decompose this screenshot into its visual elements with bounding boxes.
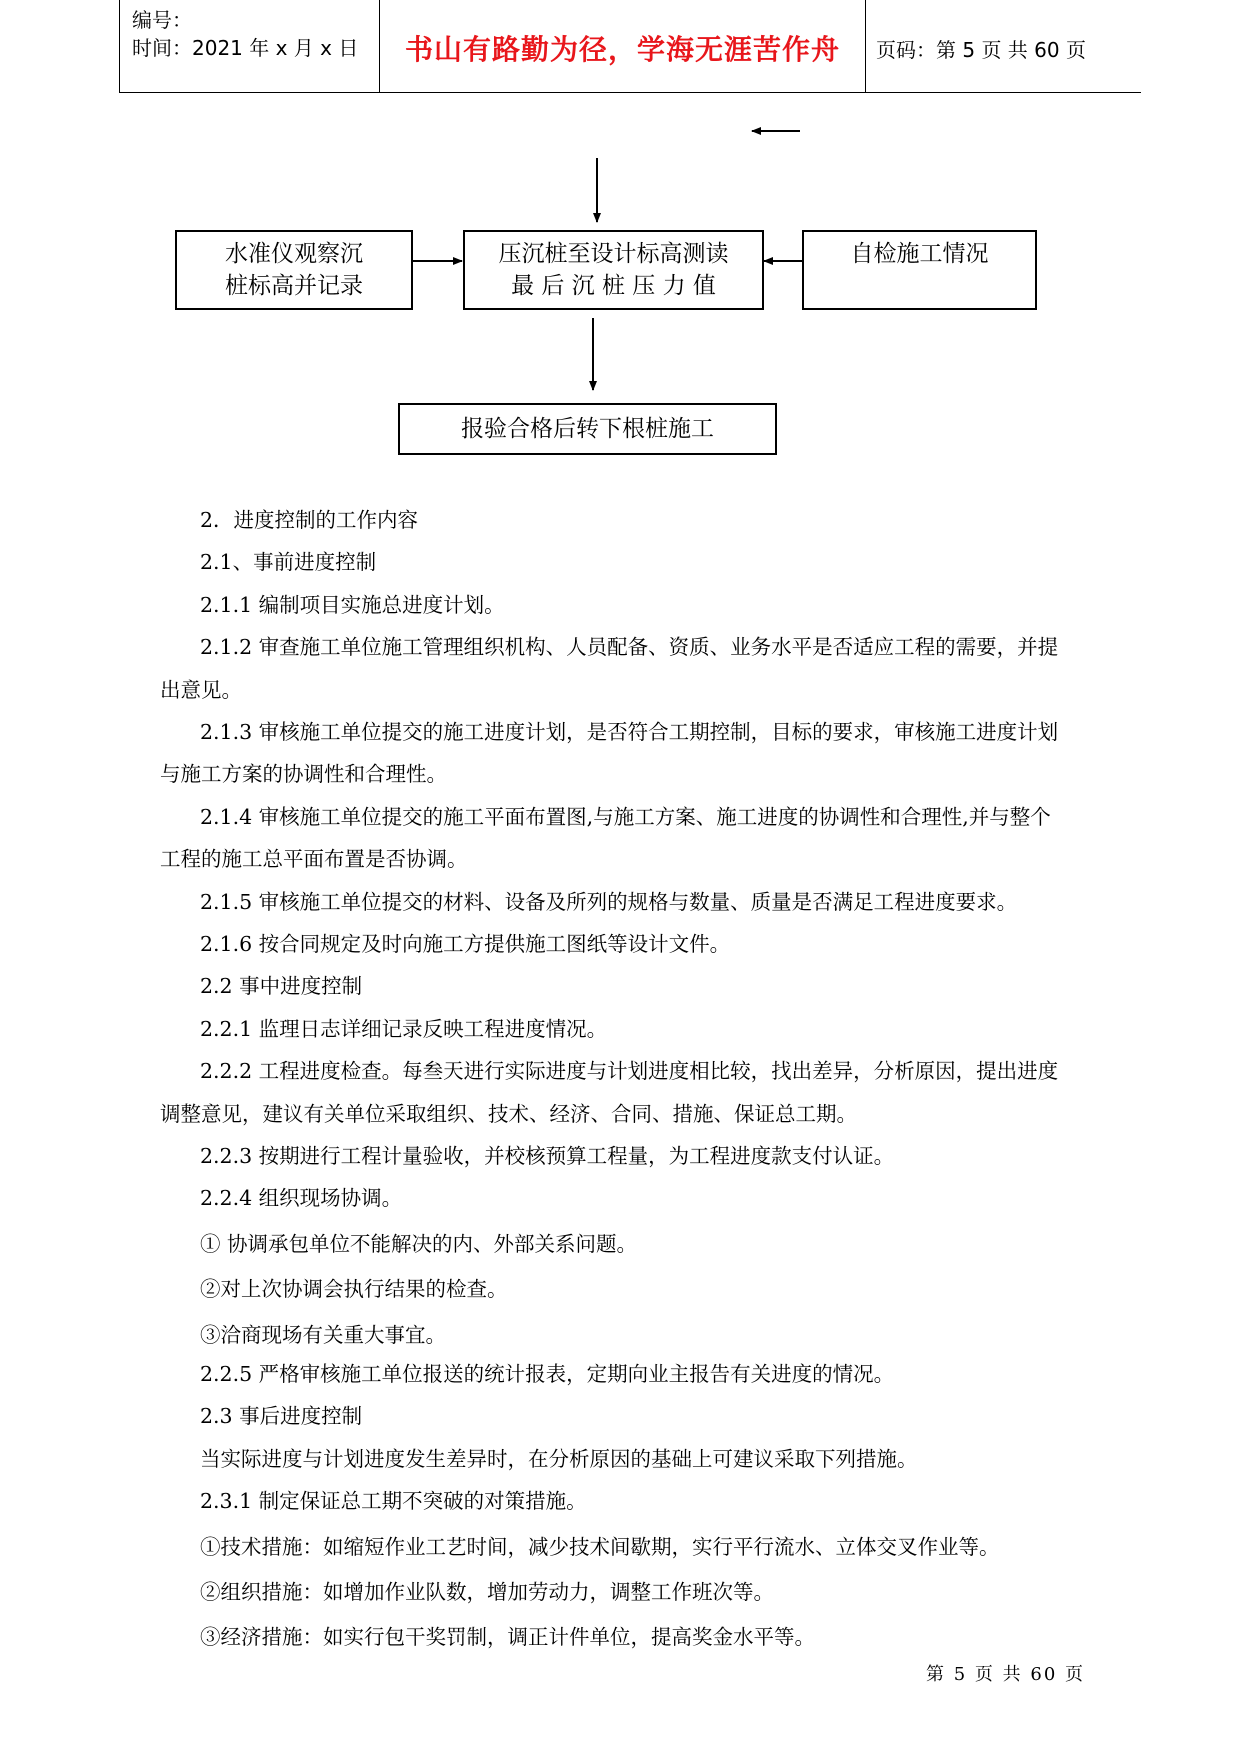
- paragraph-line: 2.1.1 编制项目实施总进度计划。: [200, 592, 505, 617]
- flow-box-line: 报验合格后转下根桩施工: [461, 416, 714, 442]
- paragraph-line: ① 协调承包单位不能解决的内、外部关系问题。: [200, 1231, 638, 1256]
- document-number-label: 编号：: [132, 8, 192, 32]
- paragraph-line: 2.1.2 审查施工单位施工管理组织机构、人员配备、资质、业务水平是否适应工程的需要，并提: [200, 635, 1059, 660]
- paragraph-line: 当实际进度与计划进度发生差异时，在分析原因的基础上可建议采取下列措施。: [200, 1446, 918, 1471]
- paragraph-line: 2.1.3 审核施工单位提交的施工进度计划，是否符合工期控制，目标的要求，审核施工进度计划: [200, 720, 1059, 744]
- paragraph-line: 2.3.1 制定保证总工期不突破的对策措施。: [200, 1489, 587, 1514]
- paragraph-line: 2．进度控制的工作内容: [200, 508, 419, 532]
- flow-box-line: 最 后 沉 桩 压 力 值: [511, 273, 716, 299]
- paragraph-line: 2.1.6 按合同规定及时向施工方提供施工图纸等设计文件。: [200, 932, 731, 956]
- paragraph-line: ①技术措施：如缩短作业工艺时间，减少技术间歇期，实行平行流水、立体交叉作业等。: [200, 1534, 1000, 1559]
- paragraph-line: ②对上次协调会执行结果的检查。: [200, 1277, 508, 1302]
- paragraph-line: ③经济措施：如实行包干奖罚制，调正计件单位，提高奖金水平等。: [200, 1625, 815, 1650]
- paragraph-line: 2.2.2 工程进度检查。每叁天进行实际进度与计划进度相比较，找出差异，分析原因，提出进度: [200, 1059, 1059, 1084]
- paragraph-line: ③洽商现场有关重大事宜。: [200, 1322, 446, 1347]
- paragraph-line: 2.1.5 审核施工单位提交的材料、设备及所列的规格与数量、质量是否满足工程进度要求。: [200, 889, 1018, 914]
- paragraph-line: 2.2.5 严格审核施工单位报送的统计报表，定期向业主报告有关进度的情况。: [200, 1362, 895, 1386]
- header-page-info: 页码：第 5 页 共 60 页: [876, 38, 1086, 62]
- paragraph-line: 2.2.4 组织现场协调。: [200, 1186, 403, 1211]
- paragraph-line: 2.2 事中进度控制: [200, 974, 363, 999]
- paragraph-line: 出意见。: [160, 677, 242, 702]
- flow-box-line: 水准仪观察沉: [225, 241, 363, 267]
- paragraph-line: ②组织措施：如增加作业队数，增加劳动力，调整工作班次等。: [200, 1580, 774, 1604]
- flow-box-line: 桩标高并记录: [225, 273, 363, 299]
- paragraph-line: 与施工方案的协调性和合理性。: [160, 762, 447, 787]
- flow-box-level-observation: [175, 230, 413, 310]
- flow-box-line: 压沉桩至设计标高测读: [498, 241, 729, 267]
- paragraph-line: 2.3 事后进度控制: [200, 1404, 363, 1429]
- paragraph-line: 调整意见，建议有关单位采取组织、技术、经济、合同、措施、保证总工期。: [160, 1101, 857, 1126]
- paragraph-line: 2.1.4 审核施工单位提交的施工平面布置图,与施工方案、施工进度的协调性和合理性,并与整个: [200, 804, 1051, 829]
- flow-box-line: 自检施工情况: [850, 241, 989, 267]
- page-footer: 第 5 页 共 60 页: [926, 1664, 1085, 1685]
- paragraph-line: 2.2.1 监理日志详细记录反映工程进度情况。: [200, 1016, 608, 1041]
- flow-box-pile-pressing: [463, 230, 764, 310]
- paragraph-line: 工程的施工总平面布置是否协调。: [160, 847, 468, 872]
- flow-box-self-check: [802, 230, 1037, 310]
- flow-box-inspection-next-pile: [398, 403, 777, 455]
- paragraph-line: 2.2.3 按期进行工程计量验收，并校核预算工程量，为工程进度款支付认证。: [200, 1144, 895, 1168]
- paragraph-line: 2.1、事前进度控制: [200, 550, 377, 575]
- document-date-label: 时间：2021 年 x 月 x 日: [132, 36, 359, 60]
- header-motto: 书山有路勤为径，学海无涯苦作舟: [404, 33, 840, 66]
